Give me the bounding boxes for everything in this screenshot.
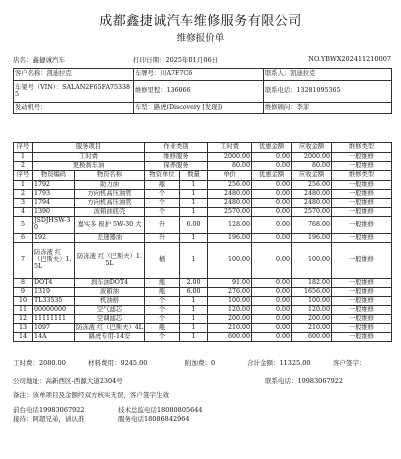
part-name: 防冻液 红（巴斯夫）4L xyxy=(76,323,143,331)
table-row xyxy=(14,243,392,279)
part-index: 9 xyxy=(14,288,33,297)
part-qty: 1 xyxy=(180,190,208,199)
part-price: 91.00 xyxy=(208,279,252,288)
part-code: 1097 xyxy=(33,324,75,333)
part-code: TL33535 xyxy=(33,297,75,306)
part-code: 防冻液 红（巴斯夫）1.5L xyxy=(33,243,75,279)
part-receivable: 100.00 xyxy=(292,243,332,279)
part-qty: 1 xyxy=(180,234,208,243)
service-phone: 服务电话18086842964 xyxy=(118,415,190,423)
part-name: 方向机高压油管 xyxy=(75,190,145,199)
parts-header-price: 单价 xyxy=(208,171,252,181)
engine-number: 发动机号： xyxy=(14,103,134,114)
labor-receivable: 2000.00 xyxy=(292,153,332,162)
part-name: 嘉实多 极护 5W-30 大 xyxy=(75,217,145,234)
table-row xyxy=(14,190,392,199)
tech-director-phone: 技术总监电话18080805644 xyxy=(118,406,203,414)
document-number: NO.YBWX202411210007 xyxy=(308,55,391,63)
part-qty: 2.00 xyxy=(180,279,208,288)
part-price: 100.00 xyxy=(208,297,252,306)
part-qty: 1 xyxy=(180,199,208,208)
part-index: 4 xyxy=(14,208,33,217)
reception-note: 接待：阿超兄弟，请认准 xyxy=(13,415,85,423)
plate-number: 车牌号：川A7F7C6 xyxy=(134,69,264,81)
part-qty: 1 xyxy=(180,181,208,190)
part-qty: 1 xyxy=(180,324,208,333)
labor-service: 工时费 xyxy=(33,153,145,162)
labor-header-discount: 优惠金额 xyxy=(252,143,292,153)
part-unit: 升 xyxy=(145,234,180,243)
part-unit: 升 xyxy=(145,217,180,234)
part-type: 一般维修 xyxy=(332,181,392,190)
table-row xyxy=(14,199,392,208)
part-unit: 个 xyxy=(145,190,180,199)
parts-header-qty: 数量 xyxy=(180,171,208,181)
labor-header-category: 作业类别 xyxy=(145,143,208,153)
part-receivable: 182.00 xyxy=(292,279,332,288)
mileage: 维修里程：136066 xyxy=(134,81,264,103)
part-name: 防冻液 红（巴斯夫）1.5L xyxy=(75,243,145,279)
labor-header-row xyxy=(14,143,392,153)
part-qty: 1 xyxy=(180,306,208,315)
part-qty: 1 xyxy=(180,315,208,324)
part-unit: 个 xyxy=(145,208,180,217)
part-unit: 桶 xyxy=(145,243,180,279)
part-price: 196.00 xyxy=(208,234,252,243)
part-unit: 瓶 xyxy=(145,288,180,297)
part-receivable: 768.00 xyxy=(292,217,332,234)
parts-header-row xyxy=(14,171,392,181)
table-row xyxy=(14,181,392,190)
labor-discount: 0.00 xyxy=(252,153,292,162)
part-price: 200.00 xyxy=(208,315,252,324)
part-code: 1390 xyxy=(33,208,75,217)
part-index: 11 xyxy=(14,306,33,315)
part-receivable: 2480.00 xyxy=(292,190,332,199)
part-discount: 0.00 xyxy=(252,208,292,217)
part-code: 14A xyxy=(33,333,75,342)
part-discount: 0.00 xyxy=(252,217,292,234)
labor-header-fee: 工时费 xyxy=(208,143,252,153)
labor-index: 2 xyxy=(14,162,33,171)
part-type: 一般维修 xyxy=(332,297,392,306)
labor-type: 一般维修 xyxy=(332,153,392,162)
part-name: 刹车油DOT4 xyxy=(75,279,145,288)
part-unit: 瓶 xyxy=(145,181,180,190)
part-unit: 个 xyxy=(145,306,180,315)
part-price: 2480.00 xyxy=(208,190,252,199)
part-index: 5 xyxy=(14,217,33,234)
table-row xyxy=(14,208,392,217)
labor-fee: 80.00 xyxy=(208,162,252,171)
grand-total: 合计金额：11325.00 xyxy=(247,359,311,367)
part-name: 波箱油底壳 xyxy=(75,208,145,217)
items-table xyxy=(13,142,392,342)
part-price: 600.00 xyxy=(208,333,252,342)
company-phone: 联系电话：19983067922 xyxy=(265,377,343,385)
labor-service: 更换刹车油 xyxy=(33,162,145,171)
part-receivable: 210.00 xyxy=(292,324,332,333)
part-name: 方向机高压油管 xyxy=(75,199,145,208)
table-row xyxy=(14,234,392,243)
part-index: 2 xyxy=(14,190,33,199)
customer-signature: 客户签字： xyxy=(333,359,366,367)
part-type: 一般维修 xyxy=(332,190,392,199)
company-name: 成都鑫捷诚汽车维修服务有限公司 xyxy=(99,14,302,29)
customer-name: 客户名称：凯迪拉克 xyxy=(14,69,134,81)
vin: 车架号（VIN）：SALAN2F65FA753385 xyxy=(14,81,134,103)
part-type: 一般维修 xyxy=(332,234,392,243)
part-index: 6 xyxy=(14,234,33,243)
vehicle-info-table xyxy=(13,68,392,114)
part-discount: 0.00 xyxy=(252,297,292,306)
part-type: 一般维修 xyxy=(332,324,392,333)
part-index: 3 xyxy=(14,199,33,208)
labor-header-index: 序号 xyxy=(14,143,33,153)
parts-header-discount: 优惠金额 xyxy=(252,171,292,181)
part-code: 1793 xyxy=(33,190,75,199)
parts-header-code: 物资编码 xyxy=(33,171,75,181)
additional-fee: 附加费：0 xyxy=(185,359,216,367)
part-discount: 0.00 xyxy=(252,324,292,333)
table-row xyxy=(14,306,392,315)
part-unit: 个 xyxy=(145,333,180,342)
front-desk-phone: 前台电话19983067922 xyxy=(13,406,85,414)
part-type: 一般维修 xyxy=(332,288,392,297)
company-address: 公司地址：高新西区-西源大道2304号 xyxy=(13,377,123,385)
part-price: 210.00 xyxy=(208,324,252,333)
part-name: 空调滤芯 xyxy=(75,315,145,324)
part-receivable: 2570.00 xyxy=(292,208,332,217)
part-type: 一般维修 xyxy=(332,315,392,324)
part-type: 一般维修 xyxy=(332,333,392,342)
part-discount: 0.00 xyxy=(252,279,292,288)
labor-index: 1 xyxy=(14,153,33,162)
table-row xyxy=(14,333,392,342)
material-total: 材料费用：9245.00 xyxy=(88,359,148,367)
parts-header-receivable: 应收金额 xyxy=(292,171,332,181)
labor-fee: 2000.00 xyxy=(208,153,252,162)
parts-rows xyxy=(14,181,392,342)
part-qty: 1 xyxy=(180,333,208,342)
labor-discount: 0.00 xyxy=(252,162,292,171)
part-price: 276.00 xyxy=(208,288,252,297)
part-index: 12 xyxy=(14,315,33,324)
part-discount: 0.00 xyxy=(252,181,292,190)
part-receivable: 256.00 xyxy=(292,181,332,190)
contact-person: 联系人：凯迪拉克 xyxy=(264,69,392,81)
labor-header-service: 服务项目 xyxy=(33,143,145,153)
part-unit: 个 xyxy=(145,297,180,306)
part-discount: 0.00 xyxy=(252,199,292,208)
part-index: 13 xyxy=(14,324,33,333)
part-discount: 0.00 xyxy=(252,333,292,342)
parts-header-type: 维修类型 xyxy=(332,171,392,181)
part-discount: 0.00 xyxy=(252,243,292,279)
part-price: 2480.00 xyxy=(208,199,252,208)
part-qty: 6.00 xyxy=(180,217,208,234)
part-receivable: 600.00 xyxy=(292,333,332,342)
part-name: 机油格 xyxy=(75,297,145,306)
part-index: 7 xyxy=(14,243,33,279)
table-row xyxy=(14,315,392,324)
part-receivable: 196.00 xyxy=(292,234,332,243)
part-price: 128.00 xyxy=(208,217,252,234)
part-type: 一般维修 xyxy=(332,208,392,217)
part-price: 2570.00 xyxy=(208,208,252,217)
service-advisor: 维修顾问：李菲 xyxy=(264,103,392,114)
labor-header-receivable: 应收金额 xyxy=(292,143,332,153)
part-name: 空气滤芯 xyxy=(75,306,145,315)
table-row xyxy=(14,279,392,288)
labor-row xyxy=(14,162,392,171)
labor-total: 工时费：2080.00 xyxy=(13,359,66,367)
print-date: 打印日期：2025年01月06日 xyxy=(133,56,219,64)
part-receivable: 2480.00 xyxy=(292,199,332,208)
part-type: 一般维修 xyxy=(332,199,392,208)
part-code: 00000000 xyxy=(33,306,75,315)
part-receivable: 120.00 xyxy=(292,306,332,315)
part-qty: 6.00 xyxy=(180,288,208,297)
part-index: 10 xyxy=(14,297,33,306)
document-title: 维修报价单 xyxy=(176,33,225,44)
part-type: 一般维修 xyxy=(332,279,392,288)
labor-category: 保养服务 xyxy=(145,162,208,171)
part-unit: 瓶 xyxy=(145,324,180,333)
part-receivable: 1656.00 xyxy=(292,288,332,297)
part-receivable: 100.00 xyxy=(292,297,332,306)
part-qty: 1 xyxy=(180,208,208,217)
part-name: 路虎专用-14安 xyxy=(75,333,145,342)
part-unit: 个 xyxy=(145,199,180,208)
part-price: 120.00 xyxy=(208,306,252,315)
part-qty: 1 xyxy=(180,297,208,306)
table-row xyxy=(14,297,392,306)
part-index: 8 xyxy=(14,279,33,288)
part-discount: 0.00 xyxy=(252,190,292,199)
vehicle-model: 车型：路虎(Discovery [发现]) xyxy=(134,103,264,114)
part-discount: 0.00 xyxy=(252,234,292,243)
part-code: DOT4 xyxy=(33,279,75,288)
part-name: 差速器油 xyxy=(75,234,145,243)
part-price: 100.00 xyxy=(208,243,252,279)
part-code: 1319 xyxy=(33,288,75,297)
labor-type: 一般维修 xyxy=(332,162,392,171)
parts-header-name: 物资名称 xyxy=(75,171,145,181)
part-discount: 0.00 xyxy=(252,306,292,315)
part-name: 波箱油 xyxy=(75,288,145,297)
part-type: 一般维修 xyxy=(332,306,392,315)
part-receivable: 200.00 xyxy=(292,315,332,324)
part-code: 192 xyxy=(33,234,75,243)
table-row xyxy=(14,288,392,297)
labor-receivable: 80.00 xyxy=(292,162,332,171)
part-unit: 瓶 xyxy=(145,279,180,288)
part-discount: 0.00 xyxy=(252,288,292,297)
part-qty: 1 xyxy=(180,243,208,279)
part-code: 1794 xyxy=(33,199,75,208)
part-name: 助力油 xyxy=(75,181,145,190)
table-row xyxy=(14,217,392,234)
labor-category: 维修服务 xyxy=(145,153,208,162)
part-code: 11111111 xyxy=(33,315,75,324)
part-discount: 0.00 xyxy=(252,315,292,324)
table-row xyxy=(14,324,392,333)
part-type: 一般维修 xyxy=(332,217,392,234)
part-type: 一般维修 xyxy=(332,243,392,279)
parts-header-index: 序号 xyxy=(14,171,33,181)
part-index: 1 xyxy=(14,181,33,190)
footer-note: 备注：该单项目及金额经双方核实无误，客户签字生效 xyxy=(13,391,169,399)
part-index: 14 xyxy=(14,333,33,342)
part-unit: 个 xyxy=(145,315,180,324)
part-code: JSDJHSW-30 xyxy=(33,217,75,234)
labor-header-type: 维修类型 xyxy=(332,143,392,153)
part-code: 1792 xyxy=(33,181,75,190)
store-name: 店名：鑫捷诚汽车 xyxy=(13,56,65,64)
contact-phone: 联系电话：13281095365 xyxy=(264,81,392,103)
labor-row xyxy=(14,153,392,162)
parts-header-unit: 物资单位 xyxy=(145,171,180,181)
part-price: 256.00 xyxy=(208,181,252,190)
